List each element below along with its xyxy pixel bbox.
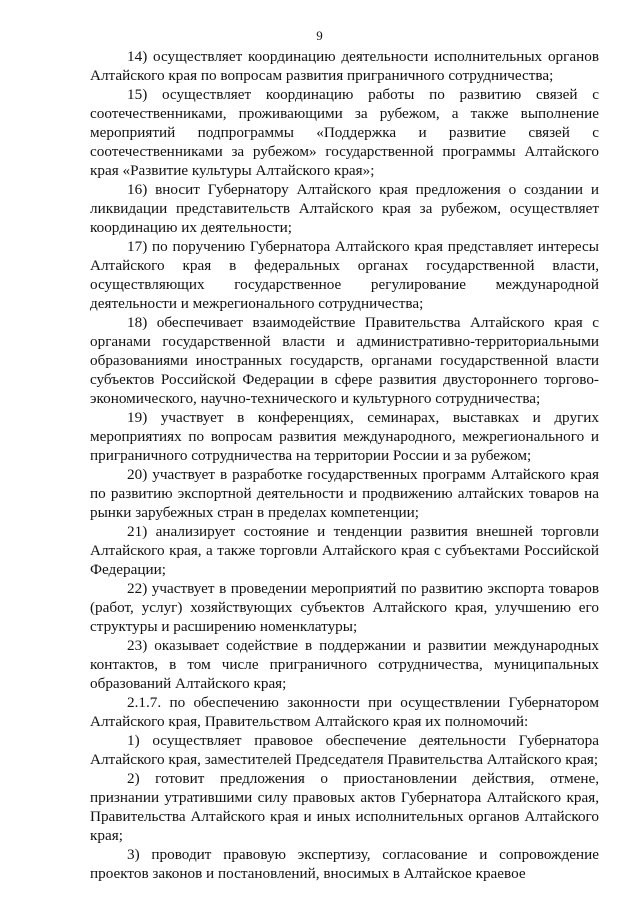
paragraph-item-22: 22) участвует в проведении мероприятий по развитию экспорта товаров (работ, услуг) хозяйствующих субъектов Алтайского края, улучшению его структуры и расширению номенклатуры; xyxy=(90,580,599,635)
paragraph-item-16: 16) вносит Губернатору Алтайского края предложения о создании и ликвидации представительств Алтайского края за рубежом, осуществляет координацию их деятельности; xyxy=(90,181,599,236)
paragraph-item-17: 17) по поручению Губернатора Алтайского края представляет интересы Алтайского края в федеральных органах государственной власти, осуществляющих государственное регулирование международной деятельности и межрегионального сотрудничества; xyxy=(90,238,599,312)
paragraph-item-3: 3) проводит правовую экспертизу, согласование и сопровождение проектов законов и постановлений, вносимых в Алтайское краевое xyxy=(90,846,599,882)
paragraph-item-20: 20) участвует в разработке государственных программ Алтайского края по развитию экспортной деятельности и продвижению алтайских товаров на рынки зарубежных стран в пределах компетенции; xyxy=(90,466,599,521)
paragraph-item-19: 19) участвует в конференциях, семинарах, выставках и других мероприятиях по вопросам развития международного, межрегионального и приграничного сотрудничества на территории России и за рубежом; xyxy=(90,409,599,464)
paragraph-item-15: 15) осуществляет координацию работы по развитию связей с соотечественниками, проживающими за рубежом, а также выполнение мероприятий подпрограммы «Поддержка и развитие связей с соотечественниками за рубежом» государственной программы Алтайского края «Развитие культуры Алтайского края»; xyxy=(90,86,599,179)
paragraph-item-18: 18) обеспечивает взаимодействие Правительства Алтайского края с органами государственной власти и административно-территориальными образованиями иностранных государств, органами государственной власти субъектов Российской Федерации в сфере развития двустороннего торгово-экономического, научно-технического и культурного сотрудничества; xyxy=(90,314,599,407)
section-heading-2-1-7: 2.1.7. по обеспечению законности при осуществлении Губернатором Алтайского края, Правительством Алтайского края их полномочий: xyxy=(90,694,599,730)
paragraph-item-14: 14) осуществляет координацию деятельности исполнительных органов Алтайского края по вопросам развития приграничного сотрудничества; xyxy=(90,48,599,84)
paragraph-item-1: 1) осуществляет правовое обеспечение деятельности Губернатора Алтайского края, заместителей Председателя Правительства Алтайского края; xyxy=(90,732,599,768)
page-number: 9 xyxy=(316,28,323,43)
paragraph-item-23: 23) оказывает содействие в поддержании и развитии международных контактов, в том числе приграничного сотрудничества, муниципальных образований Алтайского края; xyxy=(90,637,599,692)
paragraph-item-21: 21) анализирует состояние и тенденции развития внешней торговли Алтайского края, а также торговли Алтайского края с субъектами Российской Федерации; xyxy=(90,523,599,578)
paragraph-item-2: 2) готовит предложения о приостановлении действия, отмене, признании утратившими силу правовых актов Губернатора Алтайского края, Правительства Алтайского края и иных исполнительных органов Алтайского края; xyxy=(90,770,599,844)
document-body xyxy=(90,47,599,883)
